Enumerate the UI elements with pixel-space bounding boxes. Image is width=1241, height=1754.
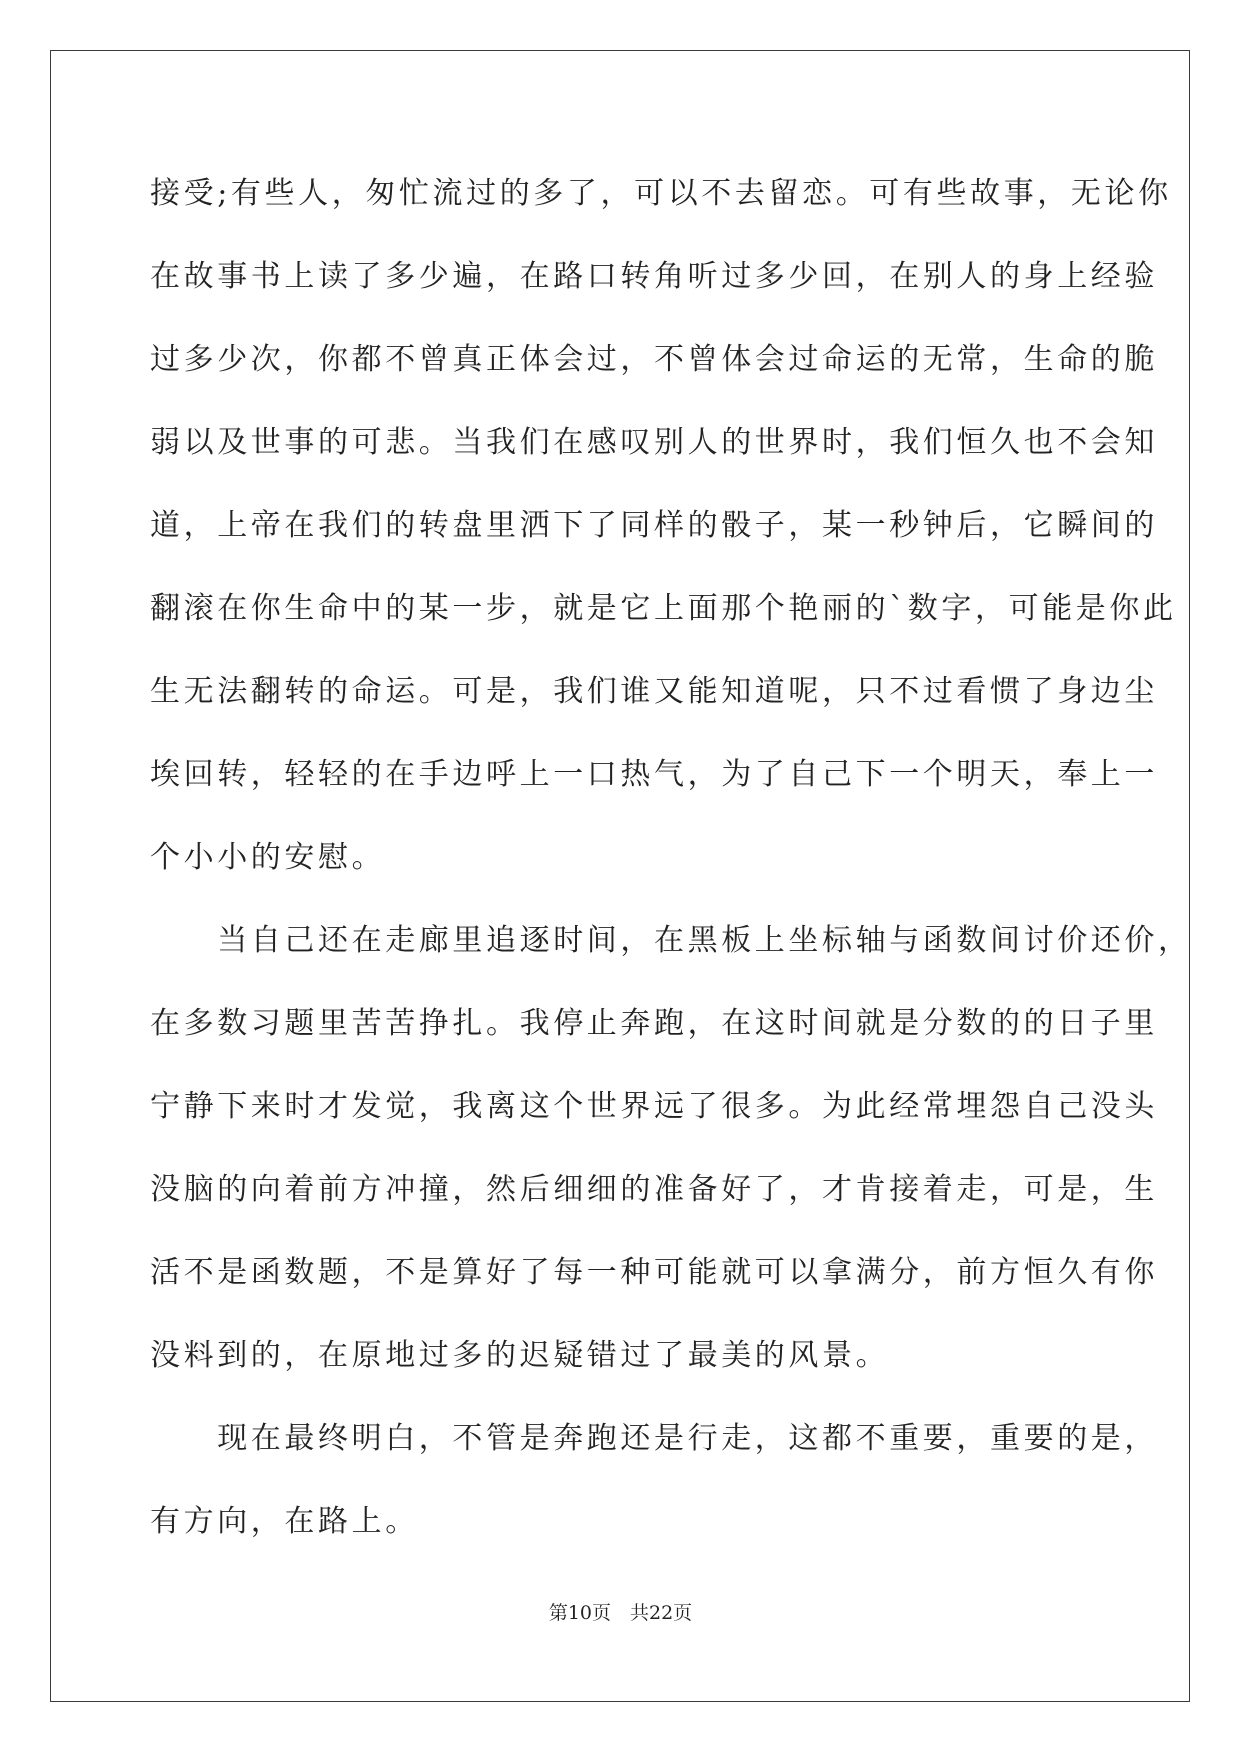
text-line: 宁静下来时才发觉，我离这个世界远了很多。为此经常埋怨自己没头 xyxy=(150,1089,1158,1124)
text-line: 过多少次，你都不曾真正体会过，不曾体会过命运的无常，生命的脆 xyxy=(150,342,1158,377)
page-number-footer: 第10页 共22页 xyxy=(548,1602,693,1624)
text-line: 现在最终明白，不管是奔跑还是行走，这都不重要，重要的是， xyxy=(150,1421,1158,1456)
text-line: 接受;有些人，匆忙流过的多了，可以不去留恋。可有些故事，无论你 xyxy=(150,176,1172,211)
text-line: 当自己还在走廊里追逐时间，在黑板上坐标轴与函数间讨价还价， xyxy=(150,923,1192,958)
text-line: 活不是函数题，不是算好了每一种可能就可以拿满分，前方恒久有你 xyxy=(150,1255,1158,1290)
text-line: 没料到的，在原地过多的迟疑错过了最美的风景。 xyxy=(150,1338,890,1373)
text-line: 有方向，在路上。 xyxy=(150,1504,419,1539)
text-line: 个小小的安慰。 xyxy=(150,840,386,875)
text-line: 埃回转，轻轻的在手边呼上一口热气，为了自己下一个明天，奉上一 xyxy=(150,757,1158,792)
text-line: 生无法翻转的命运。可是，我们谁又能知道呢，只不过看惯了身边尘 xyxy=(150,674,1158,709)
text-line: 在故事书上读了多少遍，在路口转角听过多少回，在别人的身上经验 xyxy=(150,259,1158,294)
text-line: 在多数习题里苦苦挣扎。我停止奔跑，在这时间就是分数的的日子里 xyxy=(150,1006,1158,1041)
body-text xyxy=(150,152,1192,1563)
text-line: 道，上帝在我们的转盘里洒下了同样的骰子，某一秒钟后，它瞬间的 xyxy=(150,508,1158,543)
text-line: 弱以及世事的可悲。当我们在感叹别人的世界时，我们恒久也不会知 xyxy=(150,425,1158,460)
text-line: 没脑的向着前方冲撞，然后细细的准备好了，才肯接着走，可是，生 xyxy=(150,1172,1158,1207)
text-line: 翻滚在你生命中的某一步，就是它上面那个艳丽的`数字，可能是你此 xyxy=(150,591,1177,626)
